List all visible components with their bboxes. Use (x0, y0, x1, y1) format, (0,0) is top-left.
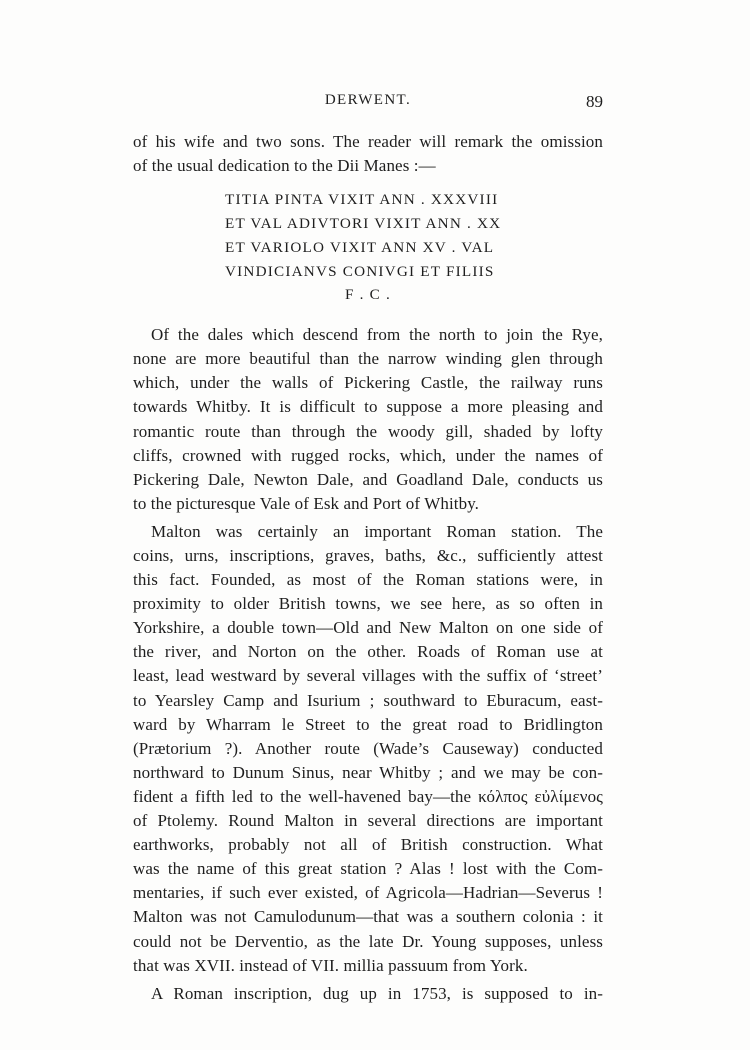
text-line: romantic route than through the woody gill, shaded by lofty (133, 421, 603, 441)
inscription-line: ET VARIOLO VIXIT ANN XV . VAL (225, 238, 495, 256)
text-line: (Prætorium ?). Another route (Wade’s Causeway) conducted (133, 738, 603, 758)
inscription-line: TITIA PINTA VIXIT ANN . XXXVIII (225, 191, 499, 209)
text-line: earthworks, probably not all of British construction. What (133, 835, 603, 855)
text-line: Malton was certainly an important Roman station. The (151, 521, 603, 541)
text-line: this fact. Founded, as most of the Roman stations were, in (133, 570, 603, 590)
text-line: to the picturesque Vale of Esk and Port of Whitby. (133, 493, 480, 513)
page-number: 89 (586, 92, 603, 111)
text-line: the river, and Norton on the other. Roads of Roman use at (133, 642, 603, 662)
text-line: Pickering Dale, Newton Dale, and Goadland Dale, conducts us (133, 469, 603, 489)
running-title: DERWENT. (324, 92, 412, 108)
text-line: cliffs, crowned with rugged rocks, which, under the names of (133, 445, 603, 465)
running-head (133, 92, 603, 118)
text-line: northward to Dunum Sinus, near Whitby ; and we may be con- (133, 762, 603, 782)
text-line: of the usual dedication to the Dii Manes :— (133, 156, 436, 176)
paragraph-inscription-intro (133, 982, 603, 1006)
text-line: was the name of this great station ? Alas ! lost with the Com- (133, 859, 603, 879)
paragraph-malton (133, 520, 603, 978)
inscription-line: ET VAL ADIVTORI VIXIT ANN . XX (225, 214, 502, 232)
text-line: of his wife and two sons. The reader will remark the omission (133, 132, 603, 151)
text-line: none are more beautiful than the narrow winding glen through (133, 349, 603, 369)
text-line: A Roman inscription, dug up in 1753, is supposed to in- (151, 983, 603, 1003)
text-line: least, lead westward by several villages with the suffix of ‘street’ (133, 666, 603, 686)
text-line: that was XVII. instead of VII. millia passuum from York. (133, 955, 528, 975)
text-line: which, under the walls of Pickering Castle, the railway runs (133, 373, 603, 393)
text-line: mentaries, if such ever existed, of Agricola—Hadrian—Severus ! (133, 883, 603, 903)
body-text (133, 130, 603, 1006)
text-line: could not be Derventio, as the late Dr. Young supposes, unless (133, 931, 603, 951)
text-line: to Yearsley Camp and Isurium ; southward to Eburacum, east- (133, 690, 603, 710)
paragraph-dales (133, 323, 603, 516)
roman-inscription (133, 188, 603, 307)
text-line: of Ptolemy. Round Malton in several directions are important (133, 811, 603, 831)
text-line: towards Whitby. It is difficult to suppose a more pleasing and (133, 397, 603, 417)
text-line: Yorkshire, a double town—Old and New Malton on one side of (133, 618, 603, 638)
text-line: Malton was not Camulodunum—that was a southern colonia : it (133, 907, 603, 927)
text-line: coins, urns, inscriptions, graves, baths, &c., sufficiently attest (133, 546, 603, 566)
text-line: proximity to older British towns, we see here, as so often in (133, 594, 603, 614)
text-line: Of the dales which descend from the north to join the Rye, (151, 325, 603, 345)
inscription-line: F . C . (345, 286, 391, 304)
text-line: fident a fifth led to the well-havened bay—the κόλπος εὐλίμενος (133, 786, 603, 806)
inscription-line: VINDICIANVS CONIVGI ET FILIIS (225, 262, 495, 280)
text-line: ward by Wharram le Street to the great road to Bridlington (133, 714, 603, 734)
